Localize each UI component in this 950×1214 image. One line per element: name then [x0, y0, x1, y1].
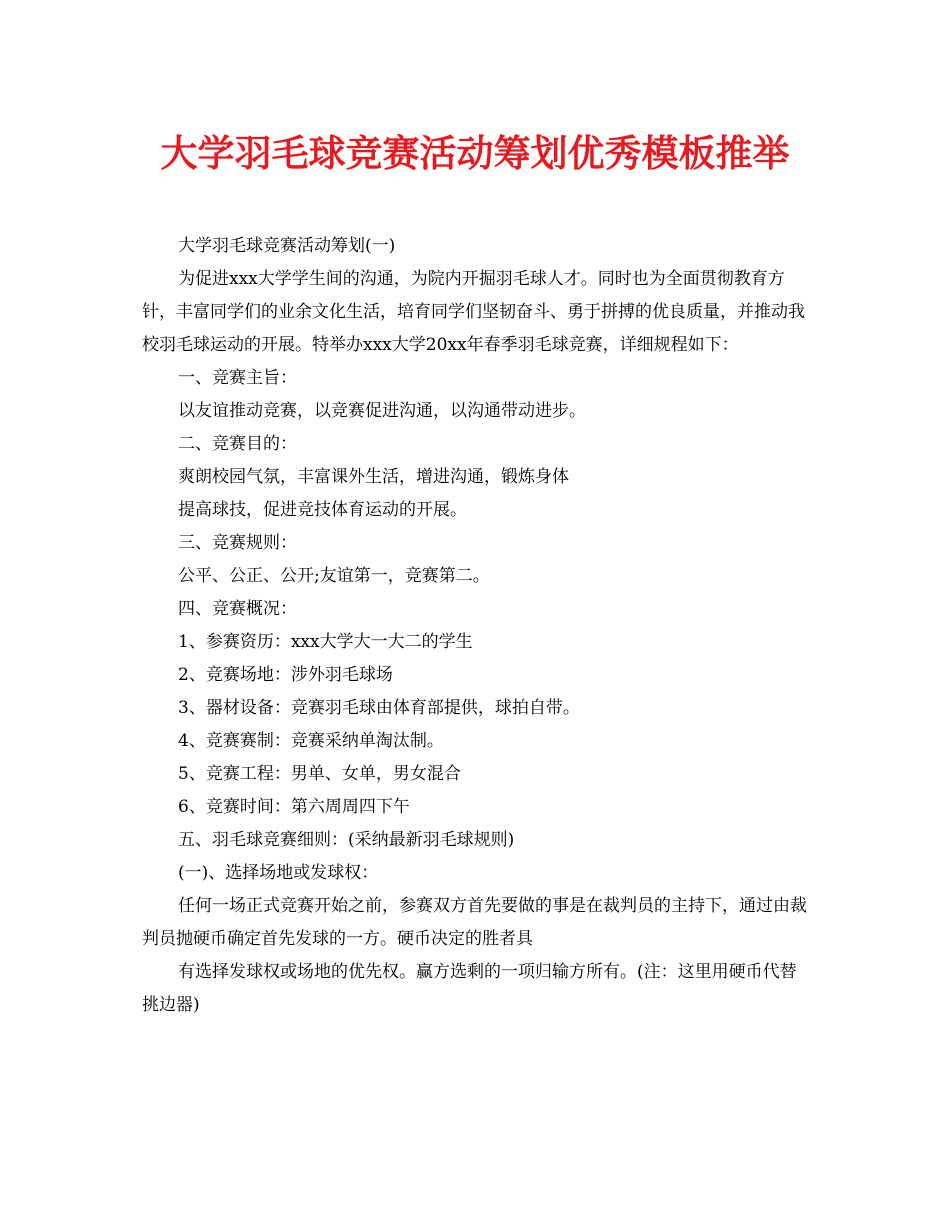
paragraph: 大学羽毛球竞赛活动筹划(一) [178, 236, 396, 256]
paragraph: 有选择发球权或场地的优先权。赢方选剩的一项归输方所有。(注：这里用硬币代替挑边器) [142, 962, 797, 1015]
paragraph: 五、羽毛球竞赛细则：(采纳最新羽毛球规则) [178, 830, 515, 850]
paragraph: 公平、公正、公开;友谊第一，竞赛第二。 [178, 566, 490, 586]
paragraph: 3、器材设备：竞赛羽毛球由体育部提供，球拍自带。 [178, 698, 580, 718]
paragraph: 2、竞赛场地：涉外羽毛球场 [178, 665, 393, 685]
paragraph: 三、竞赛规则： [178, 533, 297, 553]
paragraph: (一)、选择场地或发球权： [178, 863, 379, 883]
paragraph: 爽朗校园气氛，丰富课外生活，增进沟通，锻炼身体 [178, 467, 569, 487]
paragraph: 1、参赛资历：xxx大学大一大二的学生 [178, 632, 473, 652]
paragraph: 一、竞赛主旨： [178, 368, 297, 388]
paragraph: 为促进xxx大学学生间的沟通，为院内开掘羽毛球人才。同时也为全面贯彻教育方针，丰富同学们的业余文化生活，培育同学们坚韧奋斗、勇于拼搏的优良质量，并推动我校羽毛球运动的开展。特举办xxx大学20xx年春季羽毛球竞赛，详细规程如下： [142, 269, 805, 355]
document-body [142, 230, 812, 1022]
paragraph: 四、竞赛概况： [178, 599, 297, 619]
paragraph: 以友谊推动竞赛，以竞赛促进沟通，以沟通带动进步。 [178, 401, 586, 421]
paragraph: 5、竞赛工程：男单、女单，男女混合 [178, 764, 461, 784]
paragraph: 任何一场正式竞赛开始之前，参赛双方首先要做的事是在裁判员的主持下，通过由裁判员抛硬币确定首先发球的一方。硬币决定的胜者具 [142, 896, 807, 949]
paragraph: 提高球技，促进竞技体育运动的开展。 [178, 500, 467, 520]
paragraph: 二、竞赛目的： [178, 434, 297, 454]
paragraph: 6、竞赛时间：第六周周四下午 [178, 797, 410, 817]
paragraph: 4、竞赛赛制：竞赛采纳单淘汰制。 [178, 731, 444, 751]
document-title: 大学羽毛球竞赛活动筹划优秀模板推举 [160, 131, 790, 175]
